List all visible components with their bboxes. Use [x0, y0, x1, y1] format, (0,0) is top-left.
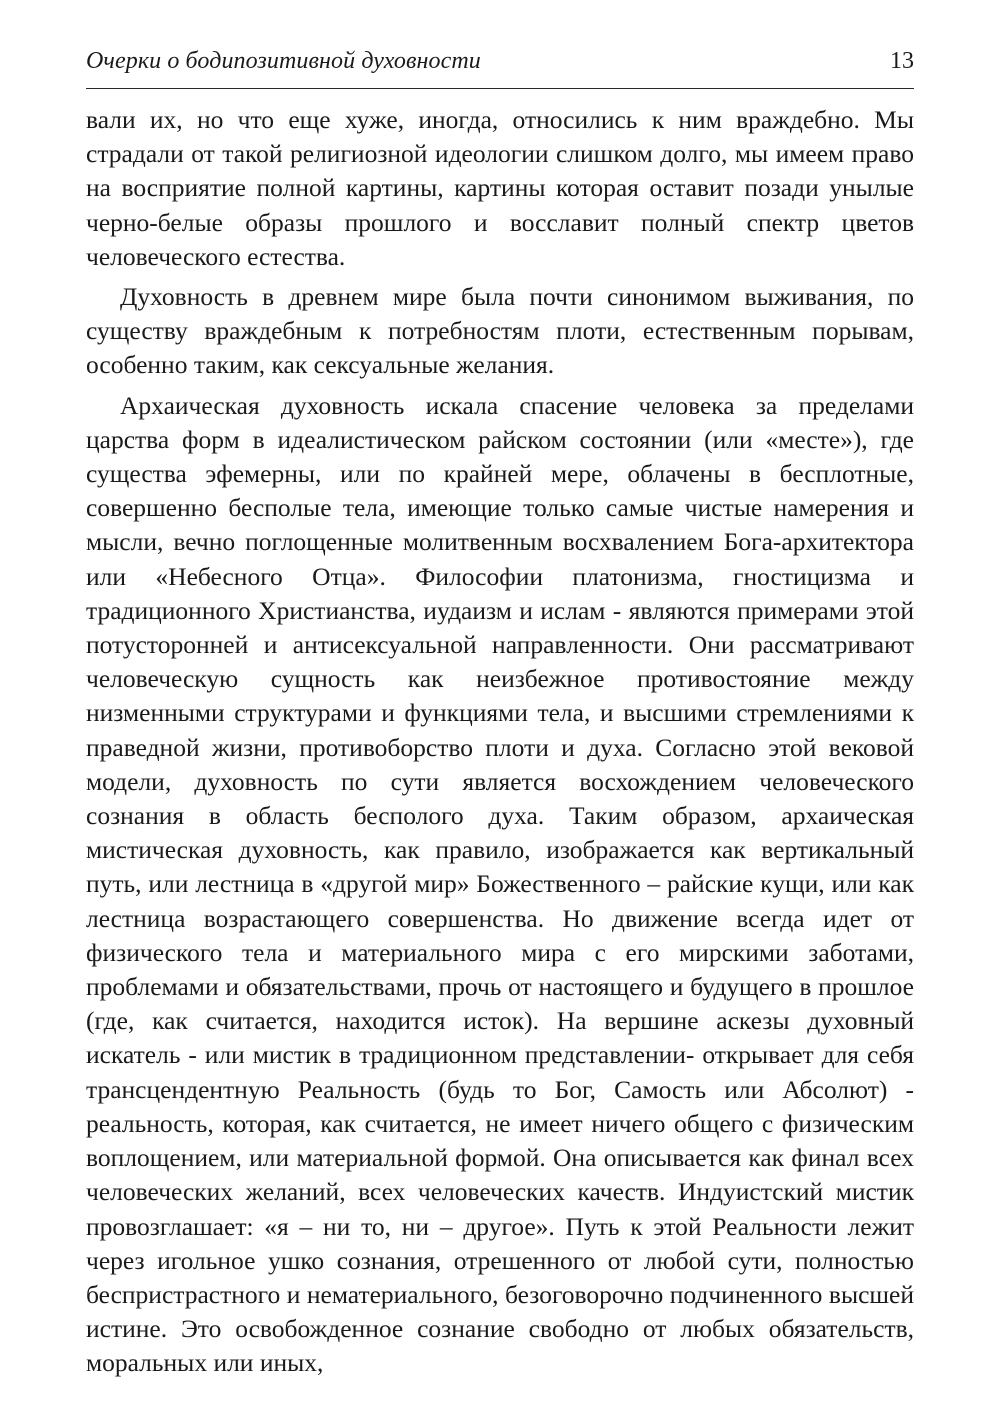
- paragraph-continuation: вали их, но что еще хуже, иногда, относились к ним враждебно. Мы страдали от такой религиозной идеологии слишком долго, мы имеем право на восприятие полной картины, картины которая оставит позади унылые черно-белые образы прошлого и восславит полный спектр цветов человеческого естества.: [86, 105, 914, 271]
- page-number: 13: [890, 48, 914, 74]
- running-title: Очерки о бодипозитивной духовности: [86, 48, 481, 74]
- running-header: [86, 48, 914, 89]
- body-text: [86, 103, 914, 1381]
- paragraph-ancient-spirituality: Духовность в древнем мире была почти синонимом выживания, по существу враждебным к потребностям плоти, естественным порывам, особенно таким, как сексуальные желания.: [86, 282, 914, 380]
- paragraph-archaic-spirituality: Архаическая духовность искала спасение человека за пределами царства форм в идеалистическом райском состоянии (или «месте»), где существа эфемерны, или по крайней мере, облачены в бесплотные, совершенно бесполые тела, имеющие только самые чистые намерения и мысли, вечно поглощенные молитвенным восхвалением Бога-архитектора или «Небесного Отца». Философии платонизма, гностицизма и традиционного Христианства, иудаизм и ислам - являются примерами этой потусторонней и антисексуальной направленности. Они рассматривают человеческую сущность как неизбежное противостояние между низменными структурами и функциями тела, и высшими стремлениями к праведной жизни, противоборство плоти и духа. Согласно этой вековой модели, духовность по сути является восхождением человеческого сознания в область бесполого духа. Таким образом, архаическая мистическая духовность, как правило, изображается как вертикальный путь, или лестница в «другой мир» Божественного – райские кущи, или как лестница возрастающего совершенства. Но движение всегда идет от физического тела и материального мира с его мирскими заботами, проблемами и обязательствами, прочь от настоящего и будущего в прошлое (где, как считается, находится исток). На вершине аскезы духовный искатель - или мистик в традиционном представлении- открывает для себя трансцендентную Реальность (будь то Бог, Самость или Абсолют) - реальность, которая, как считается, не имеет ничего общего с физическим воплощением, или материальной формой. Она описывается как финал всех человеческих желаний, всех человеческих качеств. Индуистский мистик провозглашает: «я – ни то, ни – другое». Путь к этой Реальности лежит через игольное ушко сознания, отрешенного от любой сути, полностью беспристрастного и нематериального, безоговорочно подчиненного высшей истине. Это освобожденное сознание свободно от любых обязательств, моральных или иных,: [86, 390, 914, 1378]
